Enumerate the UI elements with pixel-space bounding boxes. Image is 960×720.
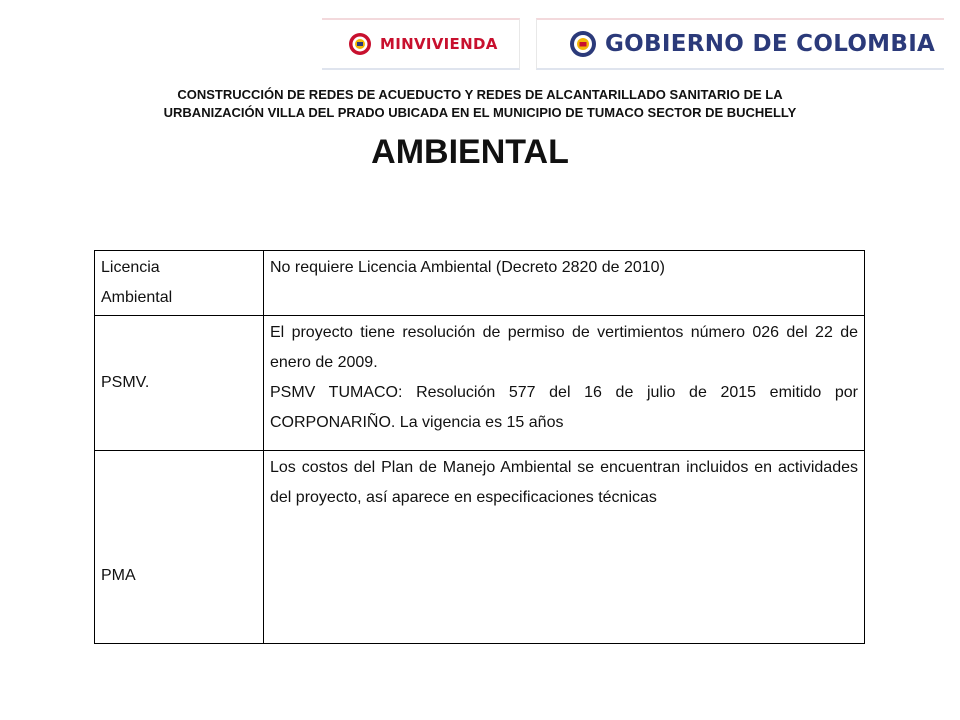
- table-row: [95, 316, 865, 451]
- minvivienda-logo: [322, 18, 520, 70]
- psmv-paragraph-1: El proyecto tiene resolución de permiso de vertimientos número 026 del 22 de enero de 2009.: [270, 324, 858, 371]
- row-label-licencia: [95, 251, 264, 316]
- page-title: AMBIENTAL: [371, 133, 569, 171]
- subtitle-line-1: CONSTRUCCIÓN DE REDES DE ACUEDUCTO Y REDES DE ALCANTARILLADO SANITARIO DE LA: [177, 87, 783, 102]
- row-text-psmv: [264, 316, 865, 451]
- row-label-psmv: PSMV.: [95, 316, 264, 451]
- table-row: [95, 451, 865, 644]
- gobierno-logo: [536, 18, 944, 70]
- row-text-pma: Los costos del Plan de Manejo Ambiental se encuentran incluidos en actividades del proyecto, así aparece en especificaciones técnicas: [264, 451, 865, 644]
- gobierno-logo-text: GOBIERNO DE COLOMBIA: [605, 31, 936, 57]
- row-label-pma: PMA: [95, 451, 264, 644]
- minvivienda-logo-text: MINVIVIENDA: [380, 35, 498, 53]
- row-text-licencia: No requiere Licencia Ambiental (Decreto 2820 de 2010): [264, 251, 865, 316]
- colombia-seal-icon: [348, 32, 372, 56]
- environmental-table: [94, 250, 865, 644]
- psmv-paragraph-2: PSMV TUMACO: Resolución 577 del 16 de julio de 2015 emitido por CORPONARIÑO. La vigencia es 15 años: [270, 384, 858, 431]
- label-line: Ambiental: [101, 289, 173, 306]
- colombia-seal-icon: [569, 30, 597, 58]
- table-row: [95, 251, 865, 316]
- label-line: Licencia: [101, 259, 160, 276]
- project-subtitle: [110, 86, 850, 122]
- subtitle-line-2: URBANIZACIÓN VILLA DEL PRADO UBICADA EN EL MUNICIPIO DE TUMACO SECTOR DE BUCHELLY: [163, 105, 797, 120]
